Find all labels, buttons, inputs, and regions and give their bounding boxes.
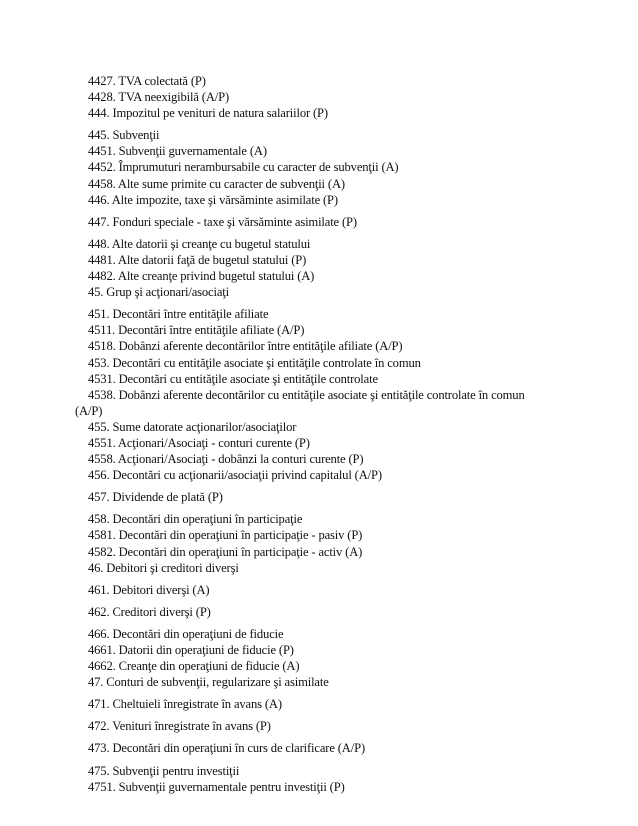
account-line: 473. Decontări din operaţiuni în curs de clarificare (A/P) [88,741,366,756]
account-line: 4427. TVA colectată (P) [88,74,206,88]
account-line: 475. Subvenţii pentru investiţii [88,763,240,778]
account-line: 472. Venituri înregistrate în avans (P) [88,719,271,734]
account-group [88,763,538,795]
account-group [88,511,538,575]
account-line: 471. Cheltuieli înregistrate în avans (A) [88,697,282,712]
account-group [88,718,538,734]
account-line: 4458. Alte sume primite cu caracter de subvenţii (A) [88,176,345,191]
account-line: 45. Grup şi acţionari/asociaţi [88,285,229,300]
account-line: 4662. Creanţe din operaţiuni de fiducie (A) [88,659,300,674]
account-line: 4451. Subvenţii guvernamentale (A) [88,144,267,159]
account-line: 453. Decontări cu entităţile asociate şi entităţile controlate în comun [88,355,421,370]
account-line: 4481. Alte datorii faţă de bugetul statului (P) [88,252,307,267]
account-line: (A/P) [75,403,103,418]
account-group [88,604,538,620]
account-line: 4581. Decontări din operaţiuni în participaţie - pasiv (P) [88,528,363,543]
account-line: 4551. Acţionari/Asociaţi - conturi curente (P) [88,435,310,450]
account-line: 4511. Decontări între entităţile afiliate (A/P) [88,323,305,338]
account-line: 456. Decontări cu acţionarii/asociaţii privind capitalul (A/P) [88,468,382,483]
account-group [88,236,538,300]
account-line: 466. Decontări din operaţiuni de fiducie [88,626,284,641]
account-line: 4482. Alte creanţe privind bugetul statului (A) [88,269,315,284]
account-group [88,489,538,505]
account-group [88,214,538,230]
account-line: 4428. TVA neexigibilă (A/P) [88,90,230,105]
account-line: 444. Impozitul pe venituri de natura salariilor (P) [88,106,328,121]
account-line: 451. Decontări între entităţile afiliate [88,307,269,322]
account-line: 447. Fonduri speciale - taxe şi vărsăminte asimilate (P) [88,214,357,229]
account-line: 446. Alte impozite, taxe şi vărsăminte asimilate (P) [88,192,338,207]
account-group [88,740,538,756]
account-line: 457. Dividende de plată (P) [88,490,223,505]
account-line: 458. Decontări din operaţiuni în participaţie [88,512,303,527]
account-line: 4582. Decontări din operaţiuni în participaţie - activ (A) [88,544,363,559]
account-line: 4538. Dobânzi aferente decontărilor cu entităţile asociate şi entităţile controlate în comun [88,387,525,402]
account-line: 4751. Subvenţii guvernamentale pentru investiţii (P) [88,779,345,794]
account-group [88,127,538,207]
account-group [88,582,538,598]
account-line: 448. Alte datorii şi creanţe cu bugetul statului [88,236,311,251]
account-line: 4452. Împrumuturi nerambursabile cu caracter de subvenţii (A) [88,160,399,175]
account-line: 455. Sume datorate acţionarilor/asociaţilor [88,419,297,434]
account-line: 4661. Datorii din operaţiuni de fiducie (P) [88,643,294,657]
account-line: 4558. Acţionari/Asociaţi - dobânzi la conturi curente (P) [88,452,364,467]
account-line: 445. Subvenţii [88,128,160,143]
account-line: 47. Conturi de subvenţii, regularizare şi asimilate [88,675,329,690]
account-group [75,306,538,483]
account-line: 4518. Dobânzi aferente decontărilor între entităţile afiliate (A/P) [88,339,403,354]
account-group [88,626,538,690]
account-group [88,696,538,712]
account-line: 4531. Decontări cu entităţile asociate şi entităţile controlate [88,371,378,386]
account-line: 462. Creditori diverşi (P) [88,604,211,619]
account-group [88,73,538,121]
account-line: 461. Debitori diverşi (A) [88,582,210,597]
account-list [75,73,538,795]
account-line: 46. Debitori şi creditori diverşi [88,560,239,575]
